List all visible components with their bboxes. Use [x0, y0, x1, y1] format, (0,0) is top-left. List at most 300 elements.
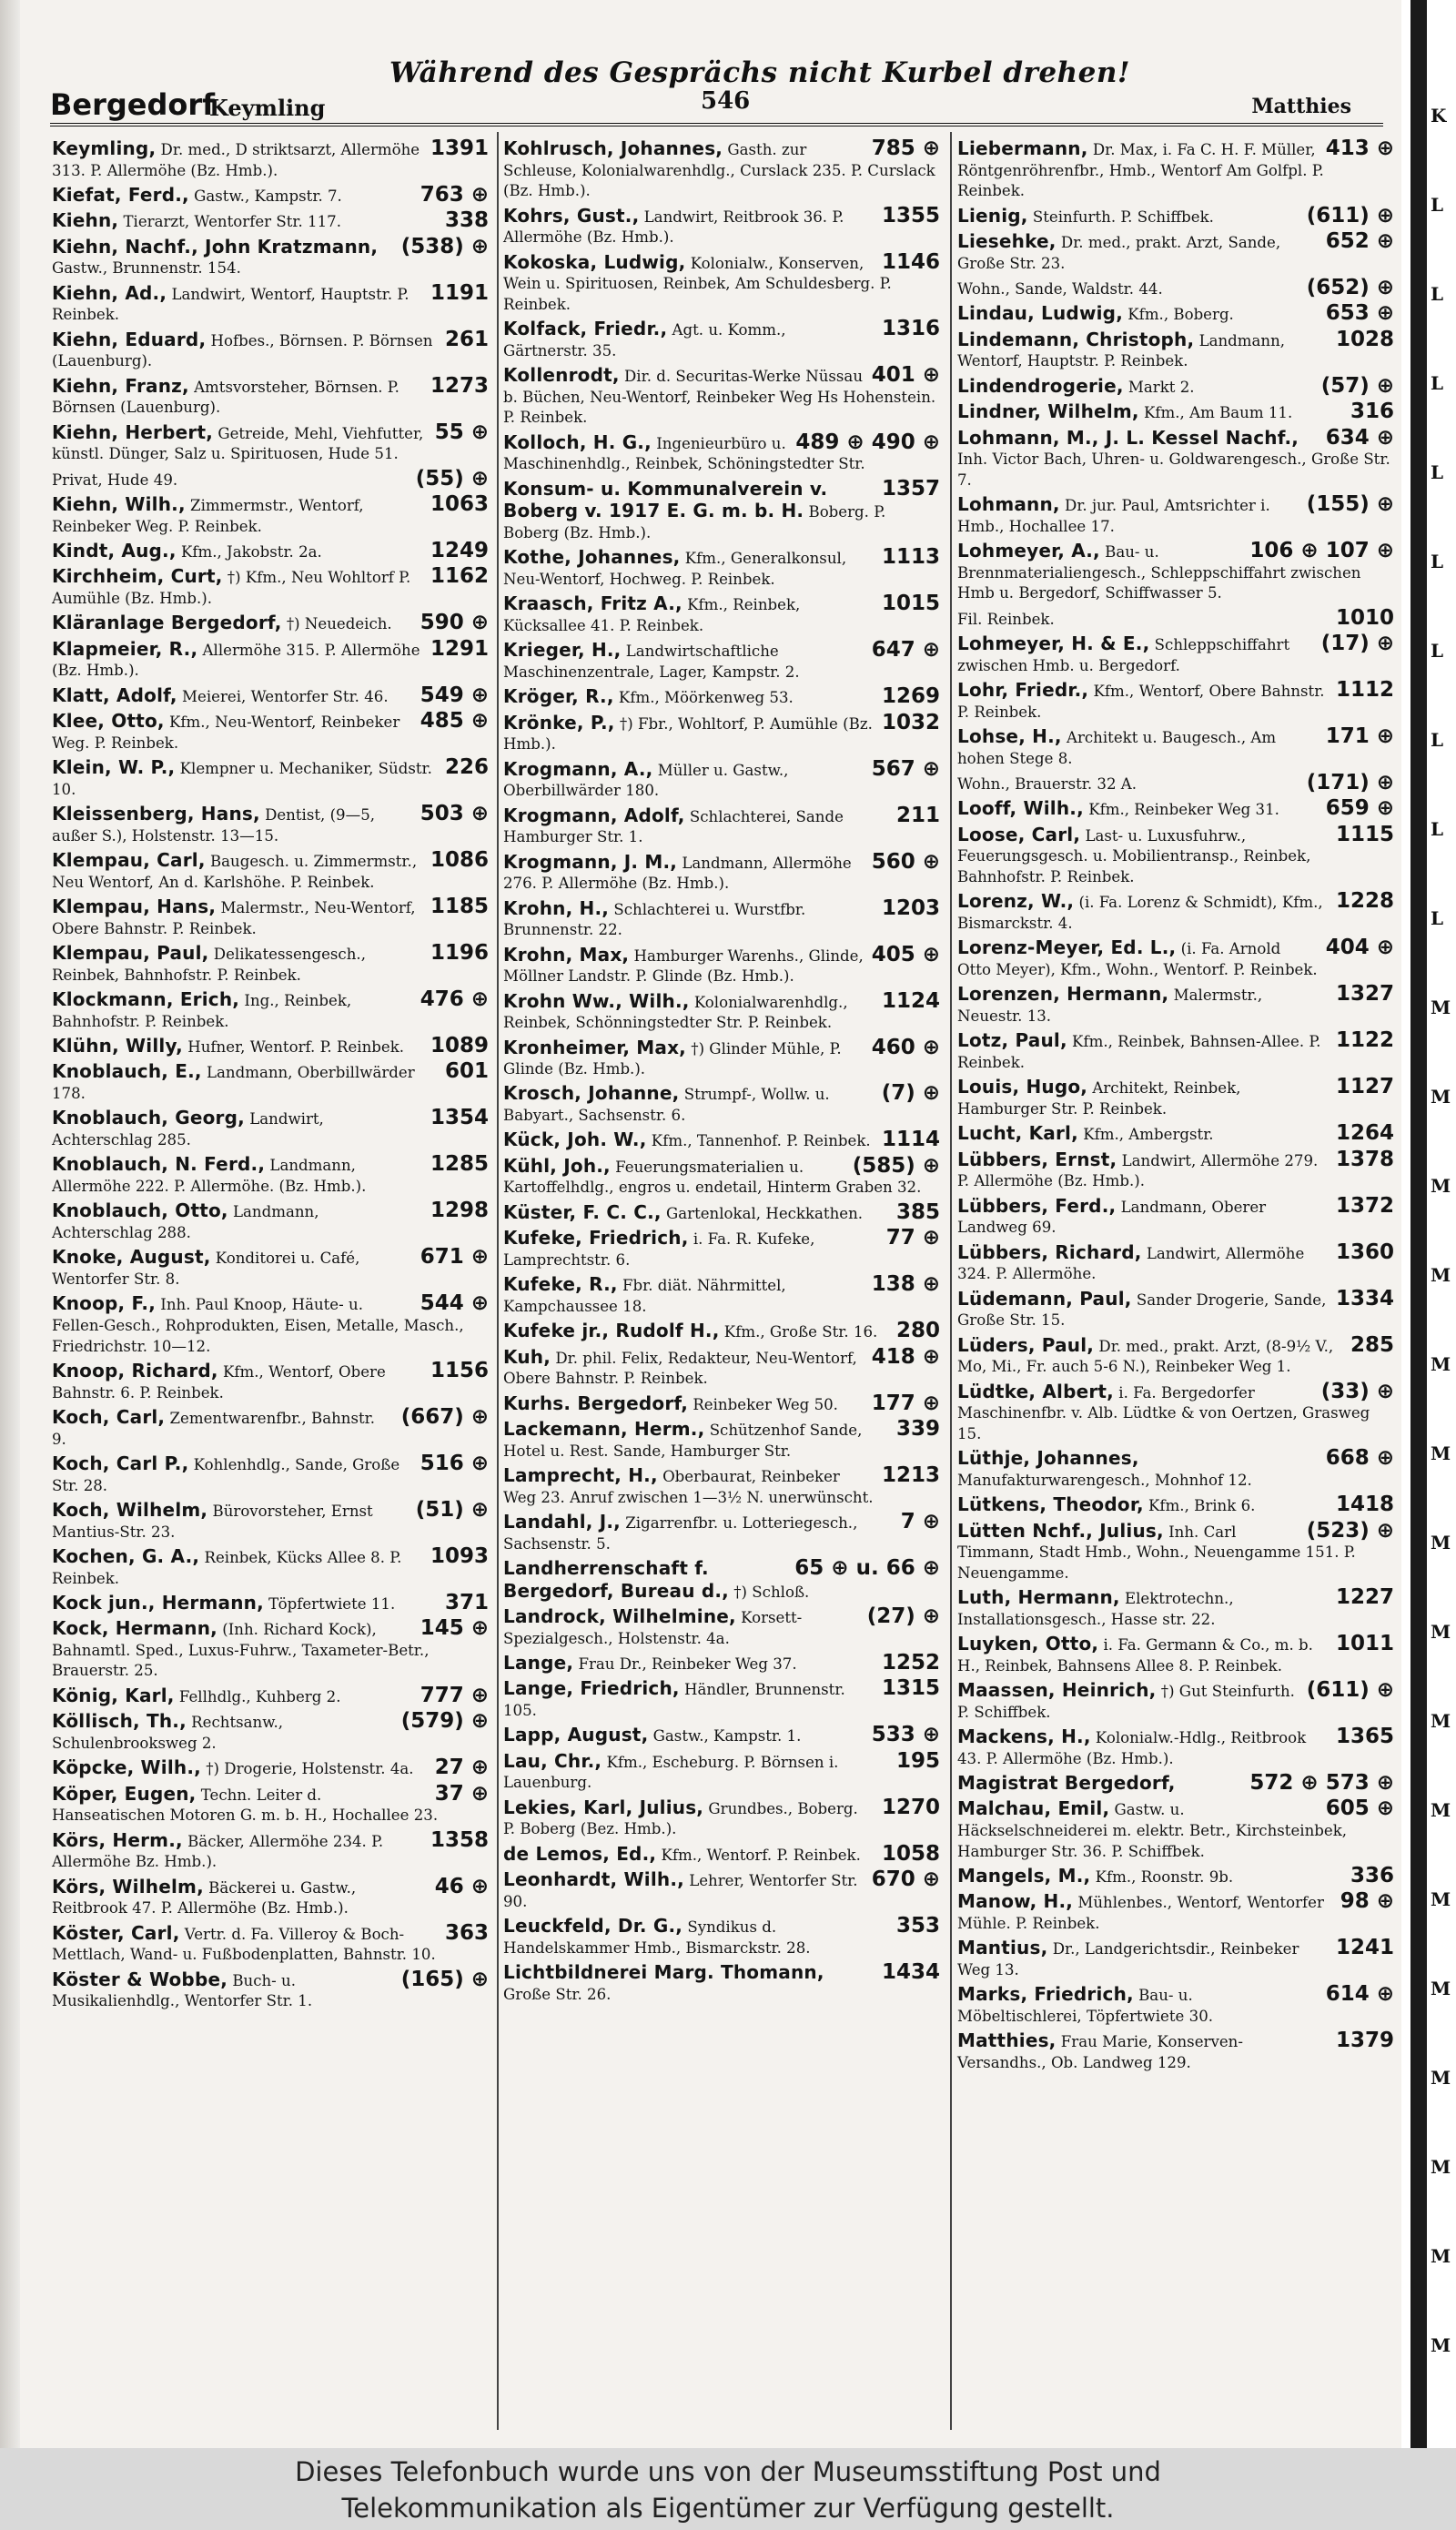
- subscriber-name: Lekies, Karl, Julius,: [503, 1796, 704, 1818]
- subscriber-name: Louis, Hugo,: [957, 1076, 1088, 1098]
- subscriber-details: Ing., Reinbek, Bahnhofstr. P. Reinbek.: [52, 992, 352, 1030]
- phone-number: (27) ⊕: [866, 1604, 940, 1628]
- phone-number: 145 ⊕: [420, 1616, 489, 1641]
- subscriber-details: Landmann, Allermöhe 276. P. Allermöhe (Bz. Hmb.).: [503, 854, 852, 893]
- subscriber-name: Marks, Friedrich,: [957, 1983, 1134, 2006]
- subscriber-details: Kfm., Reinbek, Bahnsen-Allee. P. Reinbek.: [957, 1033, 1321, 1071]
- listing-entry: [503, 1916, 940, 1958]
- phone-number: 339: [895, 1416, 940, 1441]
- phone-number: 1011: [1335, 1632, 1394, 1656]
- phone-number: (17) ⊕: [1320, 632, 1394, 656]
- subscriber-name: Lotz, Paul,: [957, 1029, 1067, 1052]
- listing-entry: [52, 566, 489, 609]
- subscriber-details: Kfm., Große Str. 16.: [723, 1323, 878, 1341]
- listing-entry: [503, 1509, 940, 1554]
- listing-entry: [957, 1587, 1394, 1630]
- subscriber-details: Rechtsanw., Schulenbrooksweg 2.: [52, 1714, 284, 1752]
- subscriber-name: Leuckfeld, Dr. G.,: [503, 1915, 683, 1937]
- subscriber-details: Kfm., Jakobstr. 2a.: [180, 543, 322, 562]
- listing-column-1: [52, 138, 489, 2016]
- last-entry-keyword: Matthies: [1251, 95, 1351, 118]
- subscriber-name: Kollenrodt,: [503, 364, 620, 387]
- subscriber-details: Techn. Leiter d. Hanseatischen Motoren G. m. b. H., Hochallee 23.: [52, 1786, 439, 1825]
- listing-entry: [503, 1129, 940, 1152]
- listing-entry: [52, 1827, 489, 1873]
- subscriber-details: i. Fa. R. Kufeke, Lamprechtstr. 6.: [503, 1230, 815, 1269]
- subscriber-details: Bäckerei u. Gastw., Reitbrook 47. P. Allermöhe (Bz. Hmb.).: [52, 1878, 357, 1918]
- subscriber-details: Grundbes., Boberg. P. Boberg (Bez. Hmb.).: [503, 1799, 858, 1838]
- subscriber-name: Lorenz, W.,: [957, 890, 1075, 913]
- subscriber-name: Liebermann,: [957, 137, 1088, 159]
- subscriber-name: Mackens, H.,: [957, 1725, 1091, 1748]
- phone-number: (611) ⊕: [1306, 1678, 1394, 1703]
- listing-entry: [957, 1866, 1394, 1888]
- listing-entry: [503, 1841, 940, 1867]
- listing-entry: [957, 138, 1394, 202]
- phone-number: 1185: [430, 895, 489, 919]
- phone-number: 590 ⊕: [420, 611, 489, 635]
- subscriber-details: Große Str. 26.: [503, 1985, 612, 2003]
- listing-entry: [52, 1497, 489, 1543]
- listing-entry: [503, 1797, 940, 1840]
- phone-number: 1191: [430, 280, 489, 305]
- phone-number: 647 ⊕: [871, 638, 940, 663]
- listing-entry: [957, 203, 1394, 228]
- listing-entry: [52, 1154, 489, 1197]
- subscriber-name: Klühn, Willy,: [52, 1035, 183, 1058]
- listing-entry: [957, 1030, 1394, 1073]
- listing-entry: [503, 432, 940, 475]
- subscriber-name: Krönke, P.,: [503, 711, 615, 734]
- subscriber-name: Klapmeier, R.,: [52, 637, 198, 660]
- phone-number: 533 ⊕: [871, 1723, 940, 1747]
- edge-letter: M: [1431, 997, 1451, 1018]
- subscriber-details: Tierarzt, Wentorfer Str. 117.: [123, 213, 342, 231]
- subscriber-name: Liesehke,: [957, 229, 1057, 252]
- subscriber-name: Konsum- u. Kommunalverein v. Boberg v. 1917 E. G. m. b. H.: [503, 477, 828, 522]
- listing-entry: [503, 1678, 940, 1721]
- subscriber-details: †) Neuedeich.: [286, 615, 392, 633]
- phone-number: 777 ⊕: [420, 1683, 489, 1707]
- subscriber-name: Kindt, Aug.,: [52, 540, 177, 562]
- listing-entry: [503, 1869, 940, 1912]
- footer-line-2: Telekommunikation als Eigentümer zur Verfügung gestellt.: [341, 2493, 1115, 2524]
- listing-entry: [957, 1984, 1394, 2027]
- phone-number: (7) ⊕: [881, 1081, 940, 1106]
- phone-number: 1122: [1335, 1028, 1394, 1053]
- phone-number: 1334: [1335, 1286, 1394, 1311]
- subscriber-details: Landmann, Allermöhe 222. P. Allermöhe. (Bz. Hmb.).: [52, 1157, 367, 1196]
- listing-entry: [957, 1891, 1394, 1934]
- subscriber-name: Lorenzen, Hermann,: [957, 983, 1169, 1006]
- subscriber-details: Landmann, Oberbillwärder 178.: [52, 1064, 415, 1103]
- phone-number: 1269: [881, 684, 940, 709]
- subscriber-details: Kfm., Wentorf, Obere Bahnstr. 6. P. Reinbek.: [52, 1362, 386, 1402]
- subscriber-details: Dr. med., prakt. Arzt, (8-9½ V., Mo, Mi., Fr. auch 5-6 N.), Reinbeker Weg 1.: [957, 1337, 1334, 1376]
- listing-entry: [957, 726, 1394, 769]
- listing-entry: [957, 1773, 1394, 1796]
- subscriber-name: Kochen, G. A.,: [52, 1544, 200, 1567]
- listing-entry: [503, 686, 940, 709]
- phone-number: 1355: [881, 203, 940, 228]
- subscriber-name: Kirchheim, Curt,: [52, 565, 223, 588]
- phone-number: 572 ⊕ 573 ⊕: [1249, 1771, 1394, 1796]
- subscriber-details: †) Drogerie, Holstenstr. 4a.: [206, 1760, 414, 1778]
- listing-entry: [52, 1404, 489, 1450]
- subscriber-name: Krohn Ww., Wilh.,: [503, 989, 690, 1012]
- subscriber-details: Zigarrenfbr. u. Lotteriegesch., Sachsenstr. 5.: [503, 1513, 858, 1553]
- edge-letter: L: [1431, 729, 1444, 751]
- subscriber-name: Kurhs. Bergedorf,: [503, 1392, 689, 1414]
- phone-number: (33) ⊕: [1320, 1379, 1394, 1403]
- listing-entry: [503, 1462, 940, 1508]
- phone-number: 785 ⊕: [871, 137, 940, 160]
- phone-number: 316: [1350, 400, 1394, 424]
- listing-entry: [503, 710, 940, 755]
- subscriber-details: Vertr. d. Fa. Villeroy & Boch-Mettlach, Wand- u. Fußbodenplatten, Bahnstr. 10.: [52, 1925, 436, 1964]
- phone-number: (611) ⊕: [1306, 203, 1394, 228]
- phone-number: 601: [444, 1059, 489, 1084]
- subscriber-name: Landherrenschaft f. Bergedorf, Bureau d.,: [503, 1556, 729, 1602]
- listing-entry: [957, 633, 1394, 676]
- phone-number: 336: [1350, 1864, 1394, 1888]
- subscriber-details: Kolonialw.-Hdlg., Reitbrook 43. P. Allermöhe (Bz. Hmb.).: [957, 1729, 1307, 1767]
- subscriber-details: Kfm., Brink 6.: [1148, 1497, 1256, 1515]
- edge-letter: M: [1431, 1978, 1451, 1999]
- subscriber-details: Landwirt, Allermöhe 324. P. Allermöhe.: [957, 1244, 1305, 1283]
- subscriber-name: Lange,: [503, 1651, 574, 1674]
- phone-number: 671 ⊕: [420, 1245, 489, 1270]
- subscriber-name: Lau, Chr.,: [503, 1749, 602, 1772]
- subscriber-details: Lehrer, Wentorfer Str. 90.: [503, 1872, 858, 1910]
- binding-gutter: [1410, 0, 1427, 2448]
- edge-letter: M: [1431, 1353, 1451, 1375]
- phone-number: 652 ⊕: [1325, 228, 1394, 253]
- edge-letter: M: [1431, 1442, 1451, 1464]
- phone-number: 1372: [1335, 1193, 1394, 1218]
- phone-number: 1162: [430, 564, 489, 589]
- phone-number: (538) ⊕: [400, 234, 489, 258]
- listing-entry: [957, 401, 1394, 424]
- listing-entry: [52, 850, 489, 893]
- subscriber-name: Köster, Carl,: [52, 1921, 180, 1944]
- subscriber-name: Klempau, Paul,: [52, 942, 209, 965]
- listing-entry: [52, 234, 489, 279]
- phone-number: 1063: [430, 492, 489, 517]
- phone-number: 1127: [1335, 1075, 1394, 1099]
- listing-entry: [52, 1293, 489, 1357]
- subscriber-name: Lüdemann, Paul,: [957, 1287, 1132, 1310]
- listing-entry: [52, 210, 489, 233]
- subscriber-name: Krieger, H.,: [503, 639, 622, 662]
- listing-entry: [52, 685, 489, 708]
- archive-footer: [0, 2448, 1456, 2530]
- subscriber-details: †) Fbr., Wohltorf, P. Aumühle (Bz. Hmb.).: [503, 714, 873, 754]
- subscriber-details: Hofbes., Börnsen. P. Börnsen (Lauenburg).: [52, 331, 433, 370]
- listing-entry: [503, 365, 940, 429]
- subscriber-name: Klempau, Hans,: [52, 896, 217, 918]
- edge-letter: M: [1431, 1264, 1451, 1286]
- subscriber-name: Küster, F. C. C.,: [503, 1200, 662, 1223]
- listing-entry: [52, 989, 489, 1032]
- listing-entry: [52, 612, 489, 635]
- subscriber-name: Kothe, Johannes,: [503, 546, 681, 569]
- subscriber-name: Klatt, Adolf,: [52, 683, 177, 706]
- listing-entry: [957, 494, 1394, 537]
- listing-entry: [52, 329, 489, 372]
- phone-number: 489 ⊕ 490 ⊕: [795, 430, 940, 454]
- listing-entry: [957, 1798, 1394, 1862]
- listing-entry: [503, 1321, 940, 1343]
- listing-entry: [957, 1332, 1394, 1378]
- subscriber-details: Allermöhe 315. P. Allermöhe (Bz. Hmb.).: [52, 641, 420, 680]
- edge-letter: M: [1431, 1621, 1451, 1643]
- phone-number: 1365: [1335, 1725, 1394, 1749]
- subscriber-name: Kraasch, Fritz A.,: [503, 592, 682, 615]
- subscriber-name: Köster & Wobbe,: [52, 1968, 228, 1990]
- subscriber-name: Koch, Carl P.,: [52, 1452, 189, 1474]
- subscriber-details: Dentist, (9—5, außer S.), Holstenstr. 13—15.: [52, 806, 376, 845]
- subscriber-name: Kleissenberg, Hans,: [52, 803, 260, 825]
- subscriber-details: Kolonialw., Konserven, Wein u. Spirituosen, Reinbek, Am Schuldesberg. P. Reinbek.: [503, 254, 892, 313]
- subscriber-details: Agt. u. Komm., Gärtnerstr. 35.: [503, 321, 786, 359]
- subscriber-details: Gastw. u. Häckselschneiderei m. elektr. Betr., Kirchsteinbek, Hamburger Str. 36. P. Schiffbek.: [957, 1801, 1348, 1860]
- subscriber-details: Reinbek, Kücks Allee 8. P. Reinbek.: [52, 1548, 402, 1587]
- subscriber-name: Lütkens, Theodor,: [957, 1493, 1144, 1516]
- subscriber-details: Ingenieurbüro u. Maschinenhdlg., Reinbek, Schöningstedter Str.: [503, 434, 865, 473]
- phone-number: 1196: [430, 941, 489, 966]
- subscriber-details: Dr. med., D striktsarzt, Allermöhe 313. P. Allermöhe (Bz. Hmb.).: [52, 141, 420, 179]
- subscriber-name: Köpcke, Wilh.,: [52, 1756, 201, 1779]
- subscriber-details: Frau Dr., Reinbeker Weg 37.: [578, 1655, 797, 1673]
- subscriber-details: Getreide, Mehl, Viehfutter, künstl. Dünger, Salz u. Spirituosen, Hude 51.: [52, 424, 424, 463]
- subscriber-name: Krosch, Johanne,: [503, 1082, 680, 1105]
- subscriber-name: Klein, W. P.,: [52, 756, 176, 779]
- phone-number: 77 ⊕: [885, 1226, 940, 1250]
- subscriber-name: Kück, Joh. W.,: [503, 1128, 647, 1151]
- subscriber-name: Knoblauch, Georg,: [52, 1107, 245, 1129]
- subscriber-details: Gastw., Kampstr. 7.: [194, 187, 342, 205]
- subscriber-name: Loose, Carl,: [957, 823, 1081, 845]
- subscriber-name: Maassen, Heinrich,: [957, 1679, 1157, 1702]
- subscriber-name: Krogmann, Adolf,: [503, 804, 685, 826]
- phone-number: 1203: [881, 896, 940, 920]
- phone-number: 195: [895, 1748, 940, 1773]
- subscriber-details: Konditorei u. Café, Wentorfer Str. 8.: [52, 1250, 360, 1289]
- subscriber-name: Knoke, August,: [52, 1246, 211, 1269]
- subscriber-name: König, Karl,: [52, 1684, 175, 1706]
- page-header: [50, 56, 1379, 120]
- listing-entry: [503, 942, 940, 987]
- phone-number: 1093: [430, 1543, 489, 1568]
- listing-entry: [52, 896, 489, 939]
- subscriber-name: Lindau, Ludwig,: [957, 302, 1123, 325]
- phone-number: 413 ⊕: [1325, 137, 1394, 160]
- listing-entry: [503, 593, 940, 636]
- listing-column-2: [503, 138, 940, 2009]
- subscriber-name: Kühl, Joh.,: [503, 1154, 611, 1177]
- listing-entry: [52, 757, 489, 800]
- listing-entry: [52, 1036, 489, 1058]
- listing-entry: [957, 1726, 1394, 1769]
- phone-number: 670 ⊕: [871, 1867, 940, 1892]
- phone-number: 226: [444, 755, 489, 780]
- subscriber-name: Kiehn, Nachf., John Kratzmann,: [52, 235, 379, 258]
- subscriber-details: Kfm., Generalkonsul, Neu-Wentorf, Hochweg. P. Reinbek.: [503, 550, 847, 588]
- listing-entry: [957, 1077, 1394, 1119]
- listing-entry: [957, 770, 1394, 795]
- listing-entry: [503, 1748, 940, 1794]
- phone-number: 1086: [430, 848, 489, 873]
- subscriber-name: Kokoska, Ludwig,: [503, 250, 686, 273]
- subscriber-name: Kiefat, Ferd.,: [52, 183, 189, 206]
- subscriber-name: Kufeke, R.,: [503, 1273, 618, 1296]
- subscriber-details: Wohn., Brauerstr. 32 A.: [957, 774, 1138, 793]
- subscriber-name: de Lemos, Ed.,: [503, 1842, 657, 1865]
- subscriber-details: Manufakturwarengesch., Mohnhof 12.: [957, 1471, 1252, 1489]
- phone-number: 371: [444, 1590, 489, 1614]
- subscriber-details: Inh. Carl Timmann, Stadt Hmb., Wohn., Neuengamme 151. P. Neuengamme.: [957, 1523, 1356, 1582]
- phone-number: 1241: [1335, 1936, 1394, 1960]
- listing-entry: [503, 756, 940, 802]
- subscriber-details: (Inh. Richard Kock), Bahnamtl. Sped., Luxus-Fuhrw., Taxameter-Betr., Brauerstr. 25.: [52, 1621, 430, 1680]
- edge-letter: L: [1431, 551, 1444, 572]
- subscriber-details: Dir. d. Securitas-Werke Nüssau b. Büchen, Neu-Wentorf, Reinbeker Weg Hs Hohenstein. P. Reinbek.: [503, 368, 936, 427]
- listing-entry: [503, 203, 940, 248]
- subscriber-details: Architekt, Reinbek, Hamburger Str. P. Reinbek.: [957, 1079, 1241, 1118]
- subscriber-name: Klee, Otto,: [52, 710, 165, 733]
- subscriber-name: Körs, Herm.,: [52, 1828, 183, 1851]
- subscriber-name: Lorenz-Meyer, Ed. L.,: [957, 936, 1177, 959]
- phone-number: 476 ⊕: [420, 987, 489, 1012]
- phone-number: 1379: [1335, 2029, 1394, 2053]
- subscriber-details: Kfm., Ambergstr.: [1083, 1126, 1214, 1144]
- subscriber-details: Reinbeker Weg 50.: [693, 1395, 838, 1413]
- listing-entry: [52, 1358, 489, 1403]
- subscriber-details: Gasth. zur Schleuse, Kolonialwarenhdlg., Curslack 235. P. Curslack (Bz. Hmb.).: [503, 141, 935, 200]
- subscriber-name: Lackemann, Herm.,: [503, 1417, 705, 1440]
- subscriber-details: Kfm., Wentorf, Obere Bahnstr. P. Reinbek.: [957, 683, 1325, 721]
- edge-letter: M: [1431, 2067, 1451, 2089]
- phone-number: 1114: [881, 1128, 940, 1152]
- subscriber-name: Malchau, Emil,: [957, 1797, 1110, 1820]
- phone-number: 261: [444, 327, 489, 351]
- subscriber-details: Meierei, Wentorfer Str. 46.: [182, 687, 389, 705]
- listing-entry: [52, 280, 489, 326]
- column-separator: [950, 132, 952, 2430]
- subscriber-details: Kohlenhdlg., Sande, Große Str. 28.: [52, 1455, 400, 1494]
- subscriber-name: Köper, Eugen,: [52, 1782, 197, 1805]
- subscriber-details: Landmann, Oberer Landweg 69.: [957, 1198, 1267, 1237]
- subscriber-details: Bürovorsteher, Ernst Mantius-Str. 23.: [52, 1502, 373, 1541]
- listing-entry: [52, 943, 489, 986]
- subscriber-name: Lohmann,: [957, 493, 1060, 516]
- phone-number: 46 ⊕: [434, 1874, 489, 1898]
- subscriber-name: Kufeke, Friedrich,: [503, 1227, 689, 1250]
- phone-number: 1113: [881, 545, 940, 570]
- subscriber-details: Steinfurth. P. Schiffbek.: [1032, 207, 1214, 226]
- subscriber-name: Lichtbildnerei Marg. Thomann,: [503, 1960, 824, 1983]
- phone-number: 485 ⊕: [420, 709, 489, 734]
- listing-entry: [957, 1123, 1394, 1146]
- phone-number: 1434: [881, 1959, 940, 1984]
- phone-number: 503 ⊕: [420, 802, 489, 826]
- listing-entry: [957, 1680, 1394, 1723]
- listing-entry: [503, 476, 940, 544]
- column-separator: [497, 132, 499, 2430]
- phone-number: 1227: [1335, 1585, 1394, 1610]
- subscriber-details: Händler, Brunnenstr. 105.: [503, 1681, 845, 1719]
- subscriber-details: Strumpf-, Wollw. u. Babyart., Sachsenstr. 6.: [503, 1086, 830, 1125]
- subscriber-details: Kfm., Tannenhof. P. Reinbek.: [651, 1132, 871, 1150]
- subscriber-details: Bau- u. Brennmaterialiengesch., Schleppschiffahrt zwischen Hmb u. Bergedorf, Schiffwasser 5.: [957, 543, 1361, 602]
- listing-entry: [52, 1781, 489, 1827]
- listing-entry: [52, 711, 489, 754]
- phone-number: 1010: [1335, 605, 1394, 630]
- subscriber-details: Landwirt, Reitbrook 36. P. Allermöhe (Bz. Hmb.).: [503, 207, 844, 247]
- edge-letter: L: [1431, 372, 1444, 394]
- phone-number: 7 ⊕: [900, 1509, 940, 1533]
- phone-number: 605 ⊕: [1325, 1796, 1394, 1821]
- subscriber-details: i. Fa. Germann & Co., m. b. H., Reinbek, Bahnsens Allee 8. P. Reinbek.: [957, 1636, 1313, 1675]
- listing-entry: [52, 1618, 489, 1682]
- subscriber-name: Leonhardt, Wilh.,: [503, 1868, 684, 1891]
- subscriber-name: Lohmeyer, A.,: [957, 540, 1100, 562]
- subscriber-name: Magistrat Bergedorf,: [957, 1772, 1176, 1795]
- listing-entry: [503, 640, 940, 683]
- subscriber-details: Kfm., Roonstr. 9b.: [1095, 1868, 1234, 1887]
- subscriber-details: Fellhdlg., Kuhberg 2.: [178, 1687, 341, 1705]
- subscriber-name: Knoblauch, N. Ferd.,: [52, 1153, 266, 1176]
- phone-number: 177 ⊕: [871, 1391, 940, 1415]
- listing-entry: [957, 1193, 1394, 1239]
- phone-number: 363: [444, 1920, 489, 1945]
- listing-entry: [52, 373, 489, 419]
- subscriber-details: Sander Drogerie, Sande, Große Str. 15.: [957, 1290, 1327, 1330]
- phone-number: (585) ⊕: [852, 1153, 940, 1178]
- header-rule: [50, 123, 1383, 126]
- listing-entry: [503, 1228, 940, 1270]
- phone-number: 285: [1350, 1332, 1394, 1357]
- phone-number: 55 ⊕: [434, 420, 489, 444]
- edge-letter: M: [1431, 1175, 1451, 1197]
- listing-entry: [957, 228, 1394, 274]
- phone-number: 544 ⊕: [420, 1291, 489, 1316]
- subscriber-name: Lüders, Paul,: [957, 1333, 1095, 1356]
- subscriber-name: Kohlrusch, Johannes,: [503, 137, 723, 159]
- phone-number: 1249: [430, 539, 489, 563]
- subscriber-details: Inh. Victor Bach, Uhren- u. Goldwarengesch., Große Str. 7.: [957, 450, 1390, 489]
- listing-entry: [957, 373, 1394, 399]
- subscriber-details: Privat, Hude 49.: [52, 471, 178, 489]
- listing-entry: [503, 1153, 940, 1199]
- first-entry-keyword: Keymling: [209, 95, 326, 121]
- listing-entry: [503, 249, 940, 316]
- subscriber-details: Buch- u. Musikalienhdlg., Wentorfer Str. 1.: [52, 1971, 313, 2010]
- subscriber-name: Lübbers, Ferd.,: [957, 1194, 1117, 1217]
- phone-number: (171) ⊕: [1306, 770, 1394, 794]
- phone-number: 65 ⊕ u. 66 ⊕: [794, 1555, 940, 1580]
- phone-number: 37 ⊕: [434, 1781, 489, 1806]
- edge-letter: L: [1431, 907, 1444, 929]
- subscriber-name: Kohrs, Gust.,: [503, 204, 640, 227]
- listing-entry: [503, 898, 940, 941]
- subscriber-details: Hamburger Warenhs., Glinde, Möllner Landstr. P. Glinde (Bz. Hmb.).: [503, 946, 864, 986]
- listing-entry: [503, 1274, 940, 1317]
- listing-entry: [52, 541, 489, 563]
- edge-letter: L: [1431, 461, 1444, 483]
- subscriber-details: Fbr. diät. Nährmittel, Kampchaussee 18.: [503, 1277, 786, 1315]
